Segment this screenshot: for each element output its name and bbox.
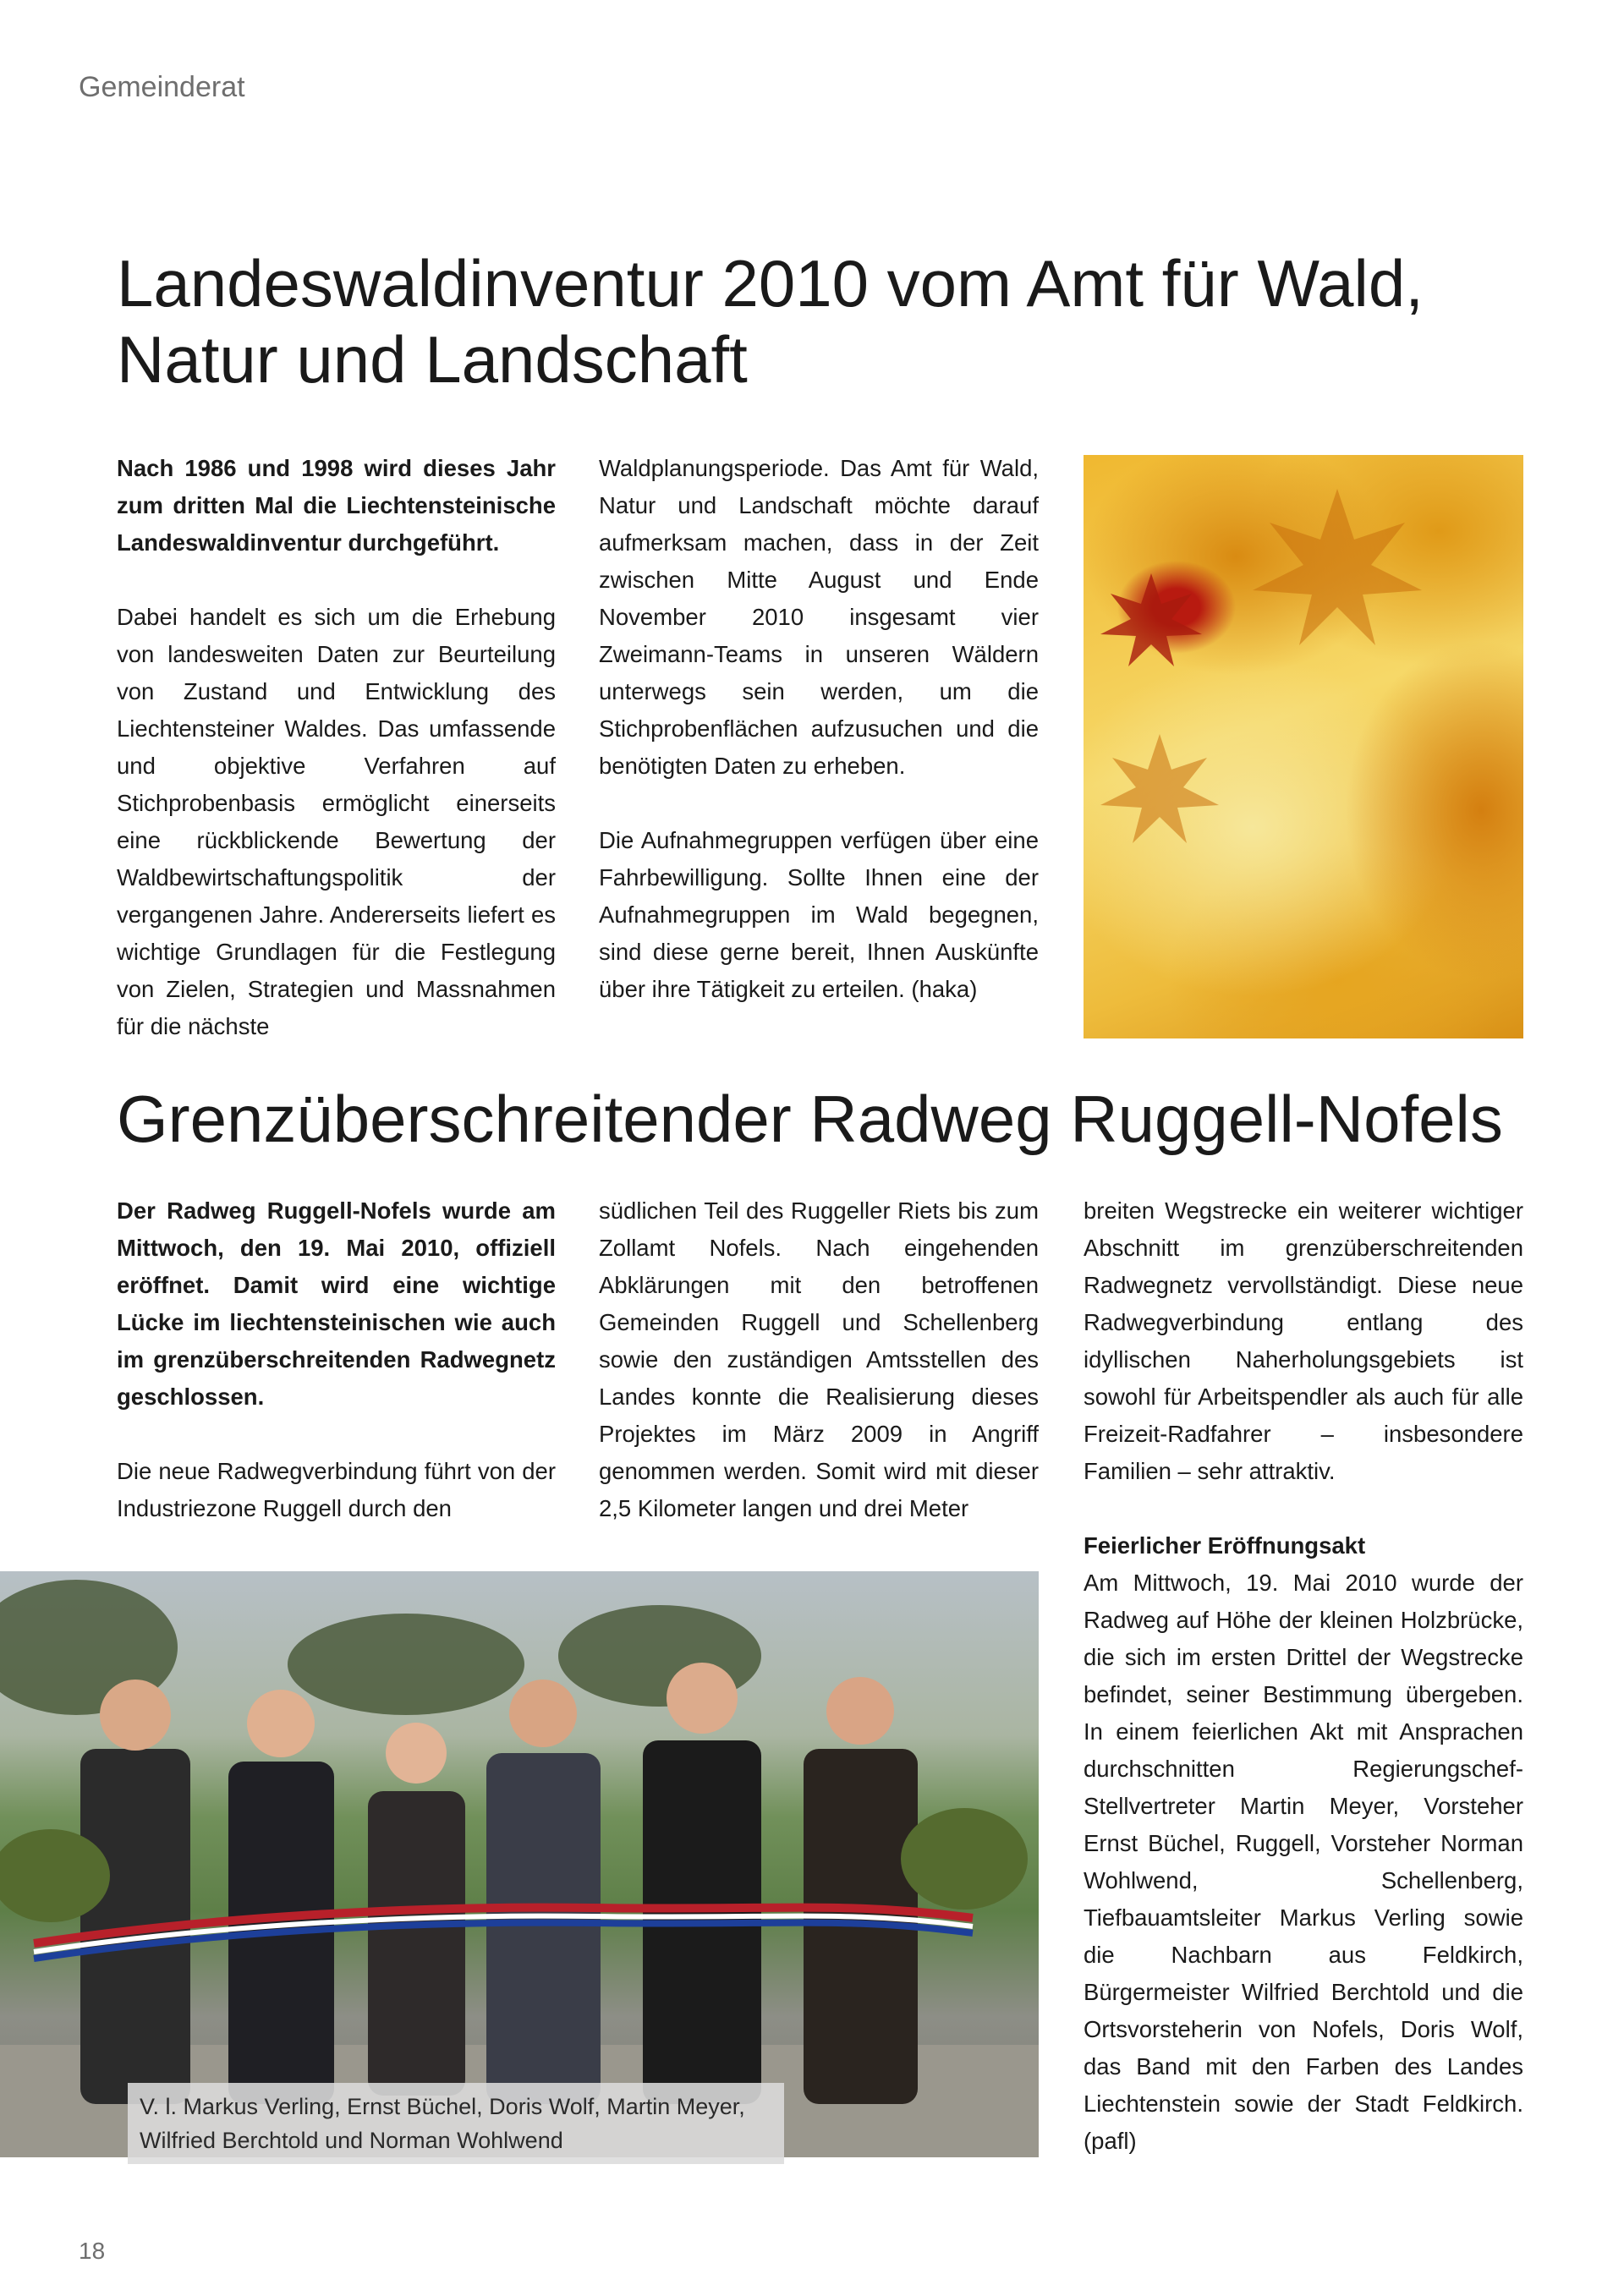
section-label: Gemeinderat	[79, 71, 245, 103]
cycle-article-column-1	[117, 1192, 556, 1527]
article-title-line-1: Landeswaldinventur 2010 vom Amt für Wald,	[117, 246, 1424, 321]
article-title	[117, 245, 1538, 397]
cycle-article-paragraph: Die neue Radwegverbindung führt von der Industriezone Ruggell durch den	[117, 1458, 556, 1521]
cycle-article-column-3	[1084, 1192, 1523, 2160]
cycle-article-column-2	[599, 1192, 1039, 1527]
cycle-path-article-title: Grenzüberschreitender Radweg Ruggell-Nofels	[117, 1082, 1503, 1156]
cycle-article-paragraph: breiten Wegstrecke ein weiterer wichtiger Abschnitt im grenzüberschreitenden Radwegnetz vervollständigt. Diese neue Radwegverbindung entlang des idyllischen Naherholungsgebiets ist sowohl für Arbeitspendler als auch für alle Freizeit-Radfahrer – insbesondere Familien – sehr attraktiv.	[1084, 1197, 1523, 1484]
ribbon-cutting-photo	[0, 1571, 1039, 2157]
cycle-article-paragraph: Am Mittwoch, 19. Mai 2010 wurde der Radweg auf Höhe der kleinen Holzbrücke, die sich im ersten Drittel der Wegstrecke befindet, seiner Bestimmung übergeben. In einem feierlichen Akt mit Ansprachen durchschnitten Regierungschef-Stellvertreter Martin Meyer, Vorsteher Ernst Büchel, Ruggell, Vorsteher Norman Wohlwend, Schellenberg, Tiefbauamtsleiter Markus Verling sowie die Nachbarn aus Feldkirch, Bürgermeister Wilfried Berchtold und die Ortsvorsteherin von Nofels, Doris Wolf, das Band mit den Farben des Landes Liechtenstein sowie der Stadt Feldkirch. (pafl)	[1084, 1570, 1523, 2154]
forest-article-column-1	[117, 450, 556, 1045]
forest-article-lead: Nach 1986 und 1998 wird dieses Jahr zum dritten Mal die Liechtensteinische Landeswaldinventur durchgeführt.	[117, 455, 556, 556]
forest-article-column-2	[599, 450, 1039, 1008]
article-title-line-2: Natur und Landschaft	[117, 322, 748, 397]
maple-leaf-icon	[1084, 455, 1523, 1038]
forest-article-paragraph: Dabei handelt es sich um die Erhebung von landesweiten Daten zur Beurteilung von Zustand und Entwicklung des Liechtensteiner Waldes. Das umfassende und objektive Verfahren auf Stichprobenbasis ermöglicht einerseits eine rückblickende Bewertung der Waldbewirtschaftungspolitik der vergangenen Jahre. Andererseits liefert es wichtige Grundlagen für die Festlegung von Zielen, Strategien und Massnahmen für die nächste	[117, 604, 556, 1039]
autumn-leaves-photo	[1084, 455, 1523, 1038]
cycle-article-subheading: Feierlicher Eröffnungsakt	[1084, 1532, 1366, 1559]
ribbon-cutting-illustration	[0, 1571, 1039, 2157]
photo-caption: V. l. Markus Verling, Ernst Büchel, Doris Wolf, Martin Meyer, Wilfried Berchtold und Norman Wohlwend	[128, 2083, 784, 2164]
cycle-article-paragraph: südlichen Teil des Ruggeller Riets bis zum Zollamt Nofels. Nach eingehenden Abklärungen mit den betroffenen Gemeinden Ruggell und Schellenberg sowie den zuständigen Amtsstellen des Landes konnte die Realisierung dieses Projektes im März 2009 in Angriff genommen werden. Somit wird mit dieser 2,5 Kilometer langen und drei Meter	[599, 1197, 1039, 1521]
page-number: 18	[79, 2238, 106, 2264]
forest-article-paragraph: Waldplanungsperiode. Das Amt für Wald, Natur und Landschaft möchte darauf aufmerksam machen, dass in der Zeit zwischen Mitte August und Ende November 2010 insgesamt vier Zweimann-Teams in unseren Wäldern unterwegs sein werden, um die Stichprobenflächen aufzusuchen und die benötigten Daten zu erheben.	[599, 455, 1039, 779]
cycle-article-lead: Der Radweg Ruggell-Nofels wurde am Mittwoch, den 19. Mai 2010, offiziell eröffnet. Damit wird eine wichtige Lücke im liechtensteinischen wie auch im grenzüberschreitenden Radwegnetz geschlossen.	[117, 1197, 556, 1410]
forest-article-paragraph: Die Aufnahmegruppen verfügen über eine Fahrbewilligung. Sollte Ihnen eine der Aufnahmegruppen im Wald begegnen, sind diese gerne bereit, Ihnen Auskünfte über ihre Tätigkeit zu erteilen. (haka)	[599, 827, 1039, 1002]
